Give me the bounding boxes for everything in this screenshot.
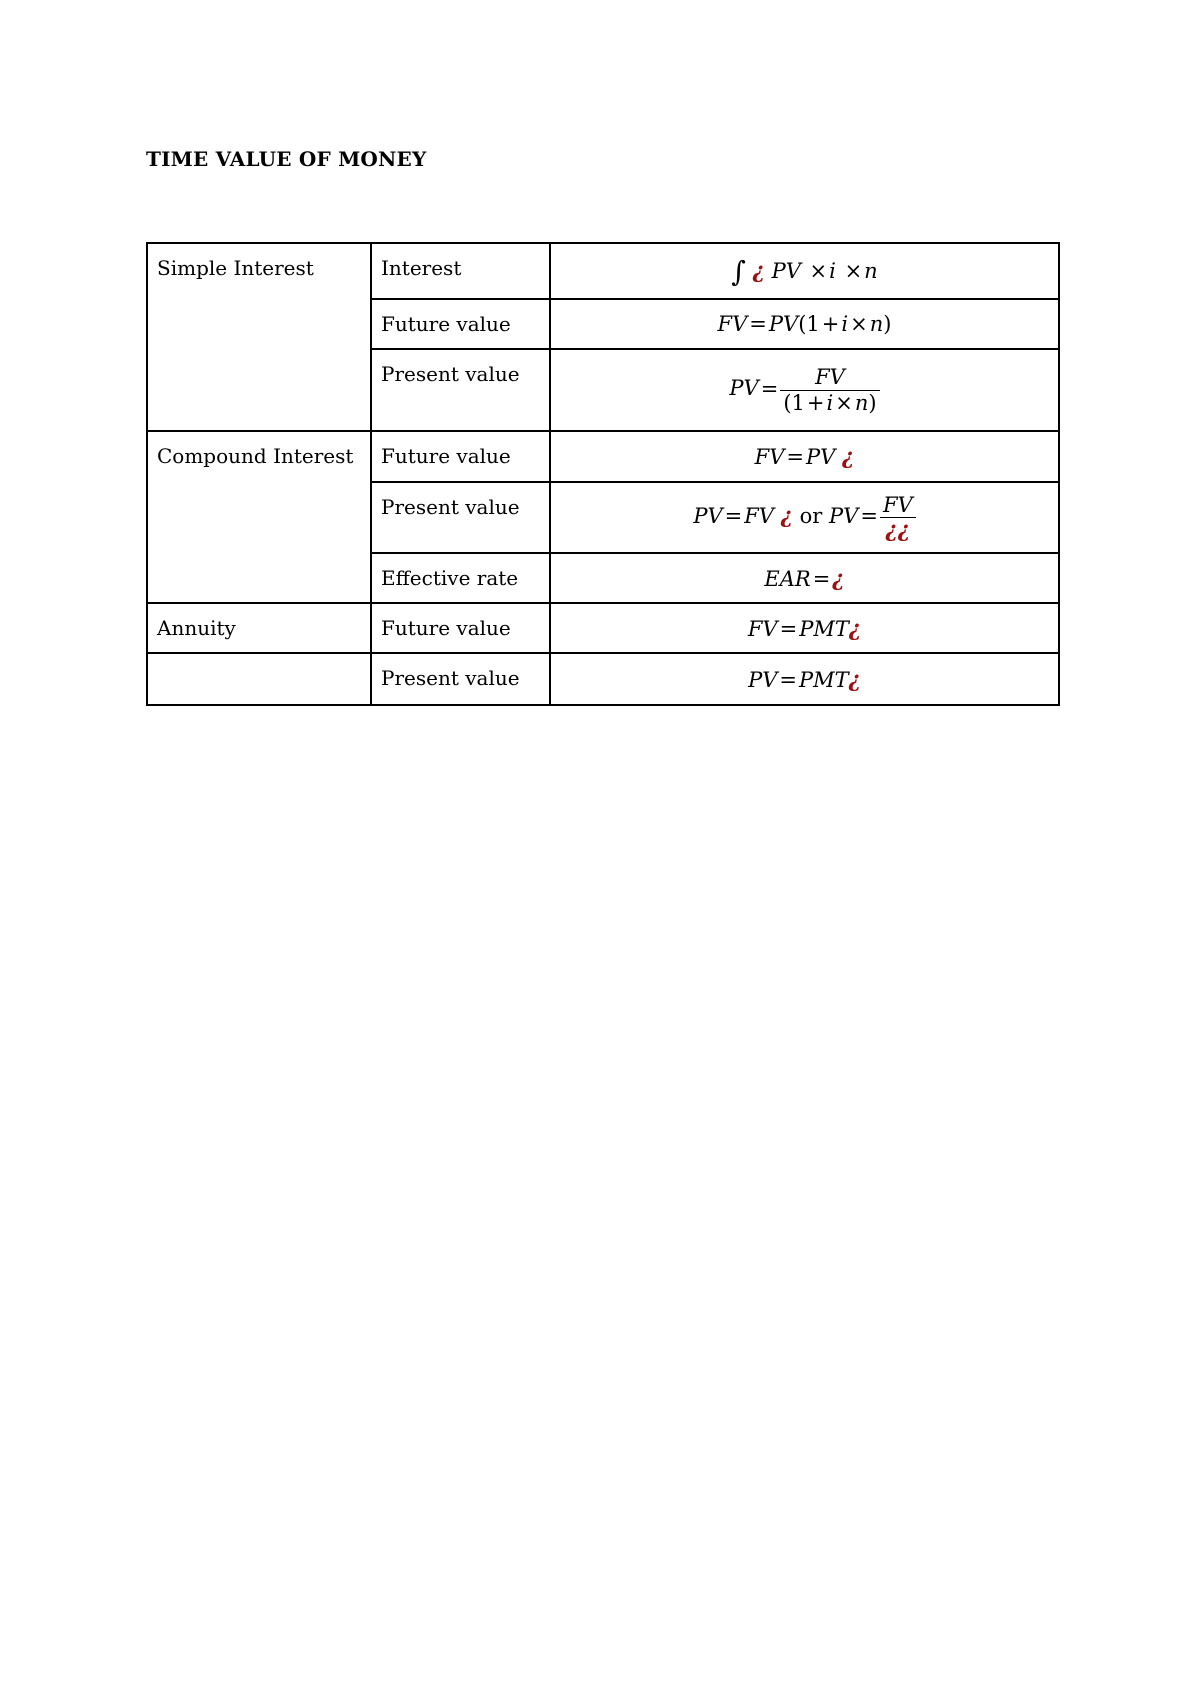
formula-op: × bbox=[835, 390, 853, 415]
category-cell: Annuity bbox=[147, 603, 371, 653]
formula-var: PV bbox=[768, 312, 799, 336]
category-cell: Simple Interest bbox=[147, 243, 371, 431]
formula-cell bbox=[550, 243, 1059, 299]
formula-var: FV bbox=[717, 312, 748, 336]
formula-var: PMT bbox=[799, 616, 849, 641]
formula-paren: ( bbox=[783, 390, 792, 415]
formula-var: FV bbox=[747, 616, 778, 641]
formula-paren: ( bbox=[798, 312, 807, 336]
item-cell: Future value bbox=[371, 431, 550, 482]
formula-cell bbox=[550, 299, 1059, 349]
fraction-numerator: FV bbox=[780, 365, 879, 390]
formula-op: = bbox=[779, 616, 798, 641]
formula-op: × bbox=[850, 312, 868, 336]
unrendered-glyph: ¿ bbox=[897, 517, 911, 542]
formula-var: FV bbox=[754, 445, 785, 469]
table-row bbox=[147, 431, 1059, 482]
formula-var: i bbox=[841, 312, 849, 336]
unrendered-glyph: ¿ bbox=[885, 517, 898, 542]
formula-var: PV bbox=[729, 376, 759, 401]
item-cell: Present value bbox=[371, 653, 550, 705]
formula-paren: ) bbox=[868, 390, 877, 415]
formula-op: = bbox=[724, 504, 743, 528]
formula-var: n bbox=[864, 258, 878, 283]
formula-var: PV bbox=[771, 258, 801, 283]
formula-var: PV bbox=[693, 504, 723, 528]
fraction-denominator bbox=[880, 518, 916, 542]
item-cell: Future value bbox=[371, 603, 550, 653]
formula-cell bbox=[550, 431, 1059, 482]
item-cell: Future value bbox=[371, 299, 550, 349]
formula-cell bbox=[550, 553, 1059, 603]
item-cell: Present value bbox=[371, 349, 550, 431]
formula-var: n bbox=[854, 390, 869, 415]
unrendered-glyph: ¿ bbox=[752, 257, 765, 283]
item-cell: Interest bbox=[371, 243, 550, 299]
formula-var: FV bbox=[744, 504, 774, 528]
unrendered-glyph: ¿ bbox=[832, 565, 845, 591]
table-row bbox=[147, 243, 1059, 299]
category-cell: Compound Interest bbox=[147, 431, 371, 603]
formula-cell bbox=[550, 482, 1059, 553]
unrendered-glyph: ¿ bbox=[780, 503, 793, 528]
formula-num: 1 bbox=[791, 390, 805, 415]
item-cell: Effective rate bbox=[371, 553, 550, 603]
formula-op: = bbox=[812, 566, 831, 591]
formula-num: 1 bbox=[806, 312, 820, 336]
formula-var: i bbox=[826, 390, 834, 415]
fraction bbox=[780, 365, 879, 414]
formula-table bbox=[146, 242, 1060, 706]
item-cell: Present value bbox=[371, 482, 550, 553]
table-row bbox=[147, 603, 1059, 653]
formula-op: = bbox=[760, 376, 779, 401]
formula-op: = bbox=[860, 504, 878, 528]
formula-var: PV bbox=[829, 504, 859, 528]
unrendered-glyph: ¿ bbox=[848, 666, 861, 692]
fraction-numerator: FV bbox=[880, 493, 916, 518]
formula-op: + bbox=[821, 312, 840, 336]
unrendered-glyph: ¿ bbox=[848, 615, 862, 641]
formula-var: PMT bbox=[798, 667, 849, 692]
formula-cell bbox=[550, 349, 1059, 431]
integral-symbol: ∫ bbox=[731, 254, 746, 288]
fraction bbox=[880, 493, 916, 542]
formula-var: PV bbox=[748, 667, 778, 692]
table-row bbox=[147, 653, 1059, 705]
formula-var: i bbox=[829, 258, 836, 283]
formula-op: × bbox=[809, 258, 828, 283]
formula-var: EAR bbox=[764, 566, 811, 591]
fraction-denominator bbox=[780, 391, 879, 415]
formula-var: PV bbox=[806, 445, 836, 469]
category-cell bbox=[147, 653, 371, 705]
formula-cell bbox=[550, 603, 1059, 653]
formula-var: n bbox=[869, 312, 884, 336]
formula-op: + bbox=[806, 390, 825, 415]
formula-op: = bbox=[749, 312, 767, 336]
formula-op: = bbox=[786, 445, 805, 469]
formula-text: or bbox=[799, 504, 823, 528]
formula-cell bbox=[550, 653, 1059, 705]
formula-op: = bbox=[779, 667, 797, 692]
formula-op: × bbox=[844, 258, 863, 283]
formula-paren: ) bbox=[883, 312, 892, 336]
page-title: TIME VALUE OF MONEY bbox=[146, 147, 427, 171]
unrendered-glyph: ¿ bbox=[842, 444, 855, 469]
